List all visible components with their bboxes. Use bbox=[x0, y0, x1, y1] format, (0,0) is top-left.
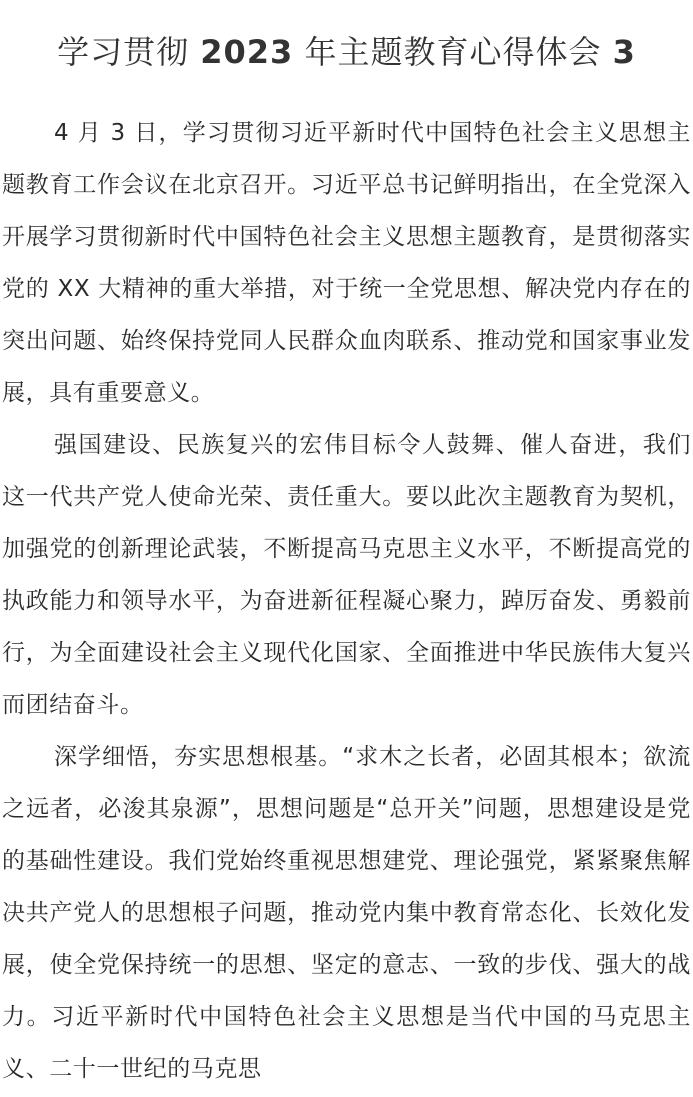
title-number: 3 bbox=[612, 33, 636, 71]
document-body bbox=[2, 107, 691, 1095]
paragraph-3: 深学细悟，夯实思想根基。“求木之长者，必固其根本；欲流之远者，必浚其泉源”，思想问题是“总开关”问题，思想建设是党的基础性建设。我们党始终重视思想建党、理论强党，紧紧聚焦解决共产党人的思想根子问题，推动党内集中教育常态化、长效化发展，使全党保持统一的思想、坚定的意志、一致的步伐、强大的战力。习近平新时代中国特色社会主义思想是当代中国的马克思主义、二十一世纪的马克思 bbox=[2, 744, 691, 1082]
title-year: 2023 bbox=[200, 33, 294, 71]
title-part2: 年主题教育心得体会 bbox=[304, 33, 602, 71]
document-title bbox=[2, 0, 691, 78]
title-part1: 学习贯彻 bbox=[57, 33, 190, 71]
paragraph-2: 强国建设、民族复兴的宏伟目标令人鼓舞、催人奋进，我们这一代共产党人使命光荣、责任重大。要以此次主题教育为契机，加强党的创新理论武装，不断提高马克思主义水平，不断提高党的执政能力和领导水平，为奋进新征程凝心聚力，踔厉奋发、勇毅前行，为全面建设社会主义现代化国家、全面推进中华民族伟大复兴而团结奋斗。 bbox=[2, 432, 691, 718]
paragraph-1: 4 月 3 日，学习贯彻习近平新时代中国特色社会主义思想主题教育工作会议在北京召开。习近平总书记鲜明指出，在全党深入开展学习贯彻新时代中国特色社会主义思想主题教育，是贯彻落实党的 XX 大精神的重大举措，对于统一全党思想、解决党内存在的突出问题、始终保持党同人民群众血肉联系、推动党和国家事业发展，具有重要意义。 bbox=[2, 120, 691, 406]
